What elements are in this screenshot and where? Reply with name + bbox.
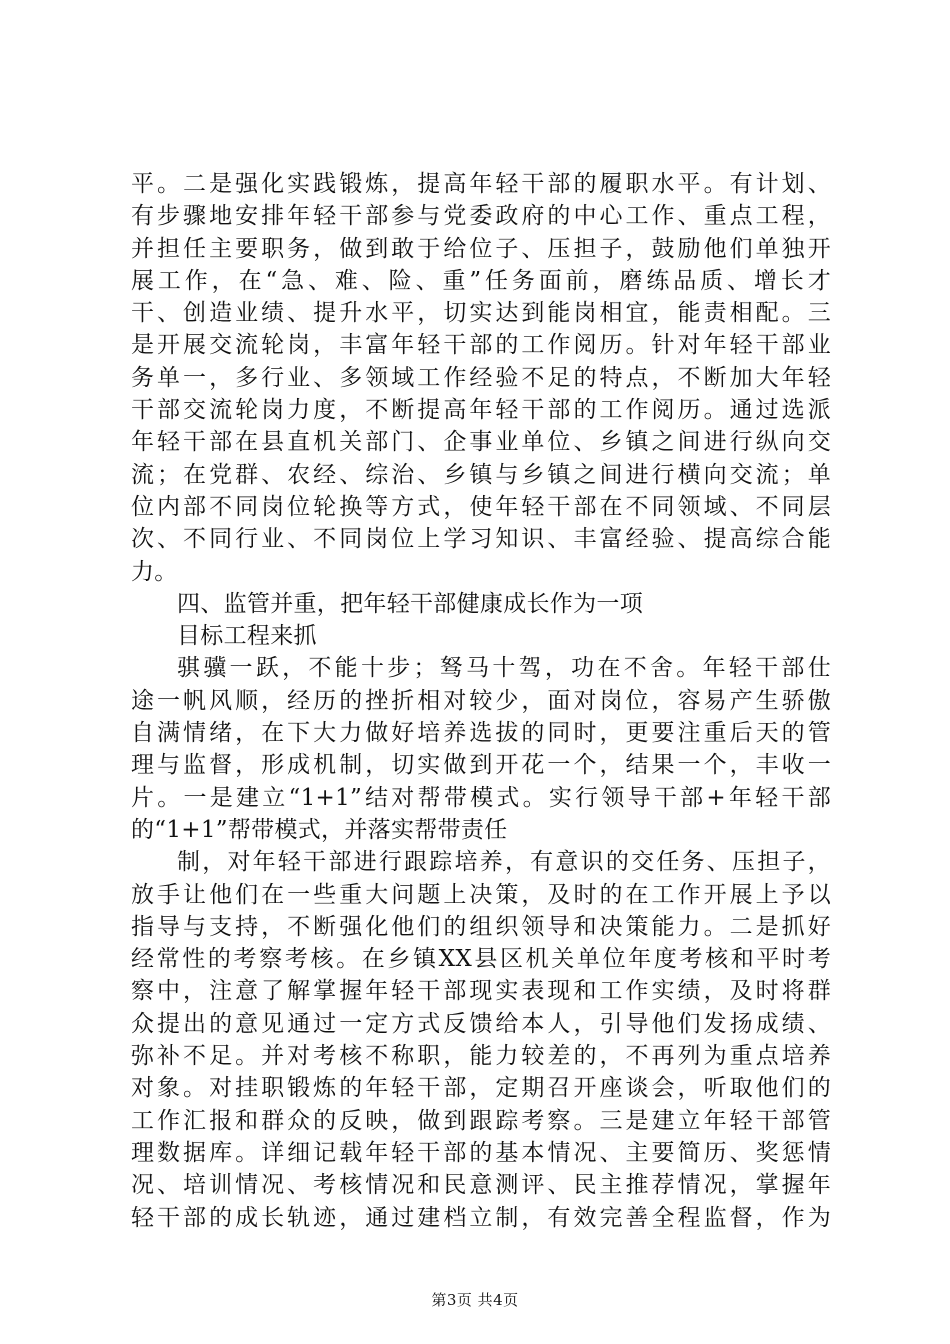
text-line: 年轻干部在县直机关部门、企事业单位、乡镇之间进行纵向交 [131, 429, 831, 456]
text-line: 的“1+1”帮带模式，并落实帮带责任 [131, 816, 508, 843]
text-line: 务单一，多行业、多领域工作经验不足的特点，不断加大年轻 [131, 364, 831, 391]
text-line: 自满情绪，在下大力做好培养选拔的同时，更要注重后天的管 [131, 720, 831, 747]
text-line: 干、创造业绩、提升水平，切实达到能岗相宜，能责相配。三 [131, 300, 831, 327]
text-line: 轻干部的成长轨迹，通过建档立制，有效完善全程监督，作为 [131, 1204, 831, 1231]
text-line: 流；在党群、农经、综治、乡镇与乡镇之间进行横向交流；单 [131, 461, 831, 488]
text-line: 制，对年轻干部进行跟踪培养，有意识的交任务、压担子， [177, 849, 831, 876]
text-line: 并担任主要职务，做到敢于给位子、压担子，鼓励他们单独开 [131, 235, 831, 262]
text-line: 察中，注意了解掌握年轻干部现实表现和工作实绩，及时将群 [131, 978, 831, 1005]
text-line: 次、不同行业、不同岗位上学习知识、丰富经验、提高综合能 [131, 526, 831, 553]
text-line: 放手让他们在一些重大问题上决策，及时的在工作开展上予以 [131, 881, 831, 908]
text-line: 工作汇报和群众的反映，做到跟踪考察。三是建立年轻干部管 [131, 1107, 831, 1134]
page-footer: 第3页 共4页 [431, 1291, 519, 1309]
text-line: 理与监督，形成机制，切实做到开花一个，结果一个，丰收一 [131, 752, 831, 779]
text-line: 干部交流轮岗力度，不断提高年轻干部的工作阅历。通过选派 [131, 397, 831, 424]
text-line: 平。二是强化实践锻炼，提高年轻干部的履职水平。有计划、 [131, 171, 831, 197]
text-line: 位内部不同岗位轮换等方式，使年轻干部在不同领域、不同层 [131, 493, 831, 520]
text-line: 对象。对挂职锻炼的年轻干部，定期召开座谈会，听取他们的 [131, 1075, 831, 1102]
text-line: 况、培训情况、考核情况和民意测评、民主推荐情况，掌握年 [131, 1172, 831, 1199]
text-line: 四、监管并重，把年轻干部健康成长作为一项 [177, 590, 643, 617]
document-body [131, 168, 831, 1234]
text-line: 片。一是建立“1+1”结对帮带模式。实行领导干部+年轻干部 [131, 784, 831, 811]
text-line: 指导与支持，不断强化他们的组织领导和决策能力。二是抓好 [131, 913, 831, 940]
text-line: 经常性的考察考核。在乡镇XX县区机关单位年度考核和平时考 [131, 946, 831, 973]
text-line: 力。 [131, 558, 178, 585]
text-line: 众提出的意见通过一定方式反馈给本人，引导他们发扬成绩、 [131, 1010, 831, 1037]
text-line: 目标工程来抓 [177, 623, 317, 650]
text-line: 弥补不足。并对考核不称职，能力较差的，不再列为重点培养 [131, 1043, 831, 1070]
text-line: 是开展交流轮岗，丰富年轻干部的工作阅历。针对年轻干部业 [131, 332, 831, 359]
text-line: 有步骤地安排年轻干部参与党委政府的中心工作、重点工程， [131, 203, 831, 230]
text-line: 展工作，在“急、难、险、重”任务面前，磨练品质、增长才 [131, 267, 831, 294]
text-line: 理数据库。详细记载年轻干部的基本情况、主要简历、奖惩情 [131, 1139, 831, 1166]
text-line: 骐骥一跃，不能十步；驽马十驾，功在不舍。年轻干部仕 [177, 655, 831, 682]
text-line: 途一帆风顺，经历的挫折相对较少，面对岗位，容易产生骄傲 [131, 687, 831, 714]
